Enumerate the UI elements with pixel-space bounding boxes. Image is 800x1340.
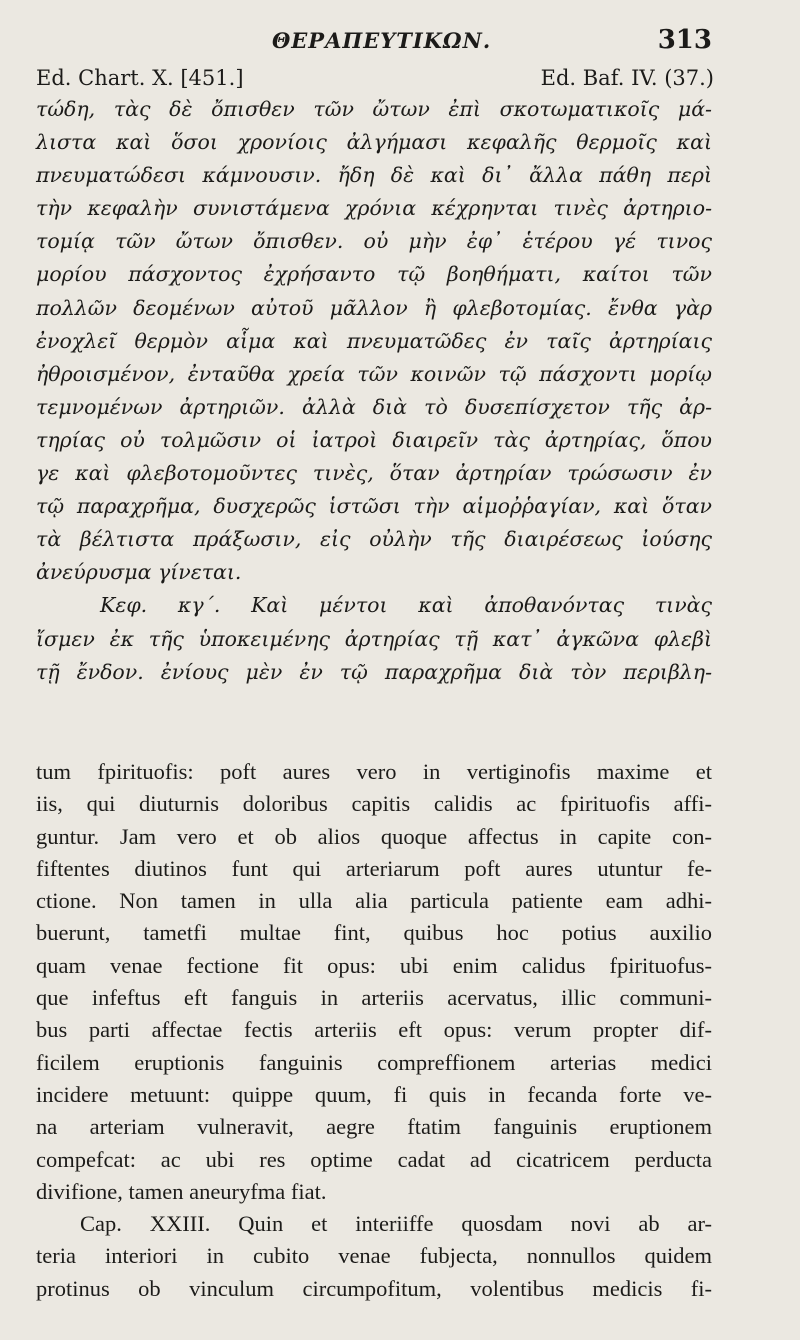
greek-text-block [36,93,712,689]
latin-text-line: ficilem eruptionis fanguinis compreffionem arterias medici [36,1049,712,1075]
page-number: 313 [657,25,712,55]
greek-text-line: τεμνομένων ἀρτηριῶν. ἀλλὰ διὰ τὸ δυσεπίσχετον τῆς ἀρ- [36,394,712,419]
latin-text-line: protinus ob vinculum circumpofitum, volentibus medicis fi- [36,1275,712,1301]
greek-text-line: τομίᾳ τῶν ὤτων ὄπισθεν. οὐ μὴν ἐφ᾽ ἑτέρου γέ τινος [36,229,712,254]
greek-text-line: ἀνεύρυσμα γίνεται. [36,560,242,585]
latin-text-line: compefcat: ac ubi res optime cadat ad cicatricem perducta [36,1146,712,1172]
latin-chapter-heading-line: Cap. XXIII. Quin et interiiffe quosdam novi ab ar- [80,1211,712,1237]
latin-text-line: que infeftus eft fanguis in arteriis acervatus, illic communi- [36,985,712,1011]
greek-text-line: τὴν κεφαλὴν συνιστάμενα χρόνια κέχρηνται τινὲς ἀρτηριο- [36,196,712,221]
edition-reference-line [0,62,800,96]
latin-text-block [36,756,712,1305]
latin-text-line: na arteriam vulneravit, aegre ftatim fanguinis eruptionem [36,1114,712,1140]
latin-text-line: tum fpirituofis: poft aures vero in vertiginofis maxime et [36,759,712,784]
greek-text-line: μορίου πάσχοντος ἐχρήσαντο τῷ βοηθήματι, καίτοι τῶν [36,262,712,287]
latin-text-line: quam venae fectione fit opus: ubi enim calidus fpirituofus- [36,952,712,978]
greek-text-line: τηρίας οὐ τολμῶσιν οἱ ἰατροὶ διαιρεῖν τὰς ἀρτηρίας, ὅπου [36,427,712,452]
running-title: ΘΕΡΑΠΕΥΤΙΚΩΝ. [272,28,492,53]
latin-text-line: bus parti affectae fectis arteriis eft opus: verum propter dif- [36,1017,712,1043]
greek-text-line: λιστα καὶ ὅσοι χρονίοις ἀλγήμασι κεφαλῆς θερμοῖς καὶ [36,130,712,155]
greek-text-line: ἴσμεν ἐκ τῆς ὑποκειμένης ἀρτηρίας τῇ κατ᾽ ἀγκῶνα φλεβὶ [36,626,712,651]
latin-text-line: buerunt, tametfi multae fint, quibus hoc potius auxilio [36,920,712,946]
greek-text-line: τὰ βέλτιστα πράξωσιν, εἰς οὐλὴν τῆς διαιρέσεως ἰούσης [36,527,712,552]
running-head [0,20,800,60]
greek-chapter-heading-line: Κεφ. κγ΄. Καὶ μέντοι καὶ ἀποθανόντας τινὰς [100,593,712,618]
latin-text-line: teria interiori in cubito venae fubjecta, nonnullos quidem [36,1243,712,1269]
greek-text-line: ἐνοχλεῖ θερμὸν αἷμα καὶ πνευματῶδες ἐν ταῖς ἀρτηρίαις [36,328,712,353]
greek-text-line: ἠθροισμένον, ἐνταῦθα χρεία τῶν κοινῶν τῷ πάσχοντι μορίῳ [36,361,712,386]
edition-chartier-reference: Ed. Chart. X. [451.] [36,66,244,90]
latin-text-line: divifione, tamen aneuryfma fiat. [36,1178,327,1204]
greek-text-line: γε καὶ φλεβοτομοῦντες τινὲς, ὅταν ἀρτηρίαν τρώσωσιν ἐν [36,461,712,486]
greek-text-line: τῇ ἔνδον. ἐνίους μὲν ἐν τῷ παραχρῆμα διὰ τὸν περιβλη- [36,659,712,684]
latin-text-line: fiftentes diutinos funt qui arteriarum poft aures utuntur fe- [36,855,712,881]
latin-text-line: iis, qui diuturnis doloribus capitis calidis ac fpirituofis affi- [36,791,712,817]
greek-text-line: τῷ παραχρῆμα, δυσχερῶς ἱστῶσι τὴν αἱμοῤῥαγίαν, καὶ ὅταν [36,494,712,519]
greek-text-line: τώδη, τὰς δὲ ὄπισθεν τῶν ὤτων ἐπὶ σκοτωματικοῖς μά- [36,97,712,121]
greek-text-line: πνευματώδεσι κάμνουσιν. ἤδη δὲ καὶ δι᾽ ἄλλα πάθη περὶ [36,163,712,188]
latin-text-line: ctione. Non tamen in ulla alia particula patiente eam adhi- [36,888,712,914]
edition-basel-reference: Ed. Baf. IV. (37.) [540,66,714,90]
latin-text-line: incidere metuunt: quippe quum, fi quis in fecanda forte ve- [36,1081,712,1107]
latin-text-line: guntur. Jam vero et ob alios quoque affectus in capite con- [36,823,712,849]
greek-text-line: πολλῶν δεομένων αὐτοῦ μᾶλλον ἢ φλεβοτομίας. ἔνθα γὰρ [36,295,712,320]
